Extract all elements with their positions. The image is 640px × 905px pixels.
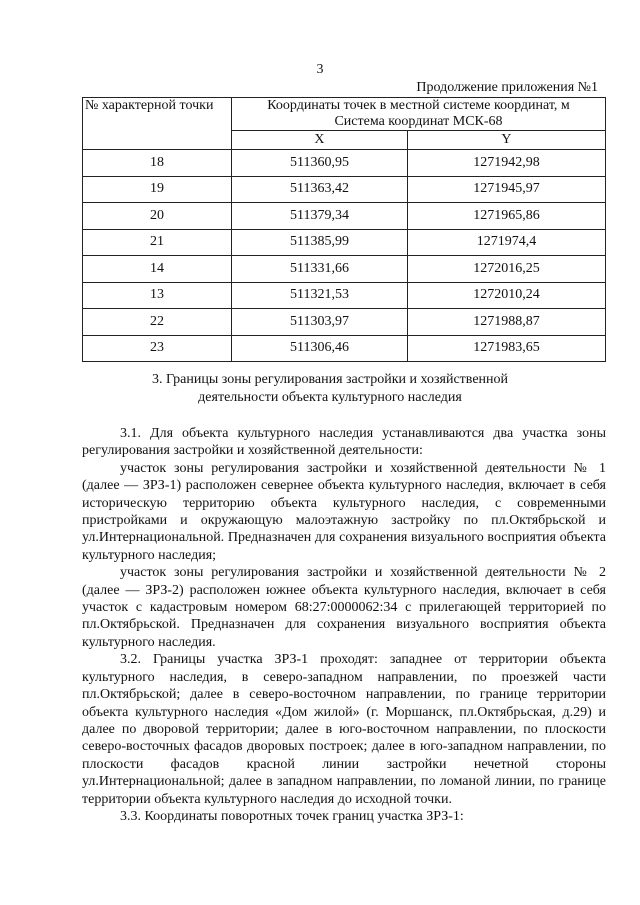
section-heading-line2: деятельности объекта культурного наследия (198, 390, 462, 405)
coordinates-header-line1: Координаты точек в местной системе координат, м (267, 98, 570, 113)
cell-point: 20 (83, 203, 232, 230)
paragraph-zrz1: участок зоны регулирования застройки и хозяйственной деятельности № 1 (далее — ЗРЗ-1) расположен севернее объекта культурного наследия, включает в себя историческую территорию объекта культурного наследия, с современными пристройками и окружающую малоэтажную застройку по пл.Октябрьской и ул.Интернациональной. Предназначен для сохранения визуального восприятия объекта культурного наследия; (82, 460, 606, 563)
cell-y: 1271983,65 (407, 335, 605, 362)
cell-point: 21 (83, 229, 232, 256)
coordinates-table (82, 97, 606, 362)
cell-y: 1272016,25 (407, 256, 605, 283)
cell-x: 511306,46 (232, 335, 408, 362)
page-number: 3 (316, 62, 324, 77)
paragraph-3-1: 3.1. Для объекта культурного наследия устанавливаются два участка зоны регулирования застройки и хозяйственной деятельности: (82, 426, 606, 459)
cell-x: 511360,95 (232, 150, 408, 177)
table-row (83, 203, 606, 230)
cell-x: 511321,53 (232, 282, 408, 309)
section-heading-line1: 3. Границы зоны регулирования застройки и хозяйственной (151, 372, 509, 387)
paragraph-3-3: 3.3. Координаты поворотных точек границ участка ЗРЗ-1: (120, 808, 464, 824)
table-row (83, 176, 606, 203)
column-header-x: X (232, 131, 408, 150)
cell-x: 511363,42 (232, 176, 408, 203)
table-row (83, 150, 606, 177)
table-row (83, 229, 606, 256)
cell-x: 511379,34 (232, 203, 408, 230)
paragraph-zrz2: участок зоны регулирования застройки и хозяйственной деятельности № 2 (далее — ЗРЗ-2) расположен южнее объекта культурного наследия, включает в себя участок с кадастровым номером 68:27:0000062:34 с прилегающей территорией по пл.Октябрьской. Предназначен для сохранения визуального восприятия объекта культурного наследия. (82, 565, 606, 650)
column-header-coordinates (232, 98, 606, 131)
coordinates-table-body (83, 150, 606, 362)
cell-x: 511303,97 (232, 309, 408, 336)
table-row (83, 309, 606, 336)
cell-y: 1272010,24 (407, 282, 605, 309)
cell-y: 1271945,97 (407, 176, 605, 203)
table-row (83, 282, 606, 309)
cell-point: 18 (83, 150, 232, 177)
cell-y: 1271942,98 (407, 150, 605, 177)
cell-point: 23 (83, 335, 232, 362)
paragraph-3-2: 3.2. Границы участка ЗРЗ-1 проходят: западнее от территории объекта культурного наследия, в северо-западном направлении, по проезжей части пл.Октябрьской; далее в северо-восточном направлении, по границе территории объекта культурного наследия «Дом жилой» (г. Моршанск, пл.Октябрьская, д.29) и далее по дворовой территории; далее в юго-восточном направлении, по плоскости северо-восточных фасадов дворовых построек; далее в юго-западном направлении, по плоскости фасадов красной линии застройки нечетной стороны ул.Интернациональной; далее в западном направлении, по ломаной линии, по границе территории объекта культурного наследия до исходной точки. (82, 652, 606, 807)
body-text (82, 425, 606, 825)
cell-y: 1271974,4 (407, 229, 605, 256)
cell-y: 1271965,86 (407, 203, 605, 230)
table-row (83, 335, 606, 362)
section-heading (60, 371, 600, 407)
appendix-note: Продолжение приложения №1 (416, 80, 598, 95)
cell-point: 22 (83, 309, 232, 336)
table-row (83, 256, 606, 283)
coordinates-header-line2: Система координат МСК-68 (334, 114, 503, 129)
cell-point: 14 (83, 256, 232, 283)
cell-x: 511331,66 (232, 256, 408, 283)
cell-point: 13 (83, 282, 232, 309)
cell-x: 511385,99 (232, 229, 408, 256)
cell-point: 19 (83, 176, 232, 203)
column-header-y: Y (407, 131, 605, 150)
column-header-point: № характерной точки (83, 98, 232, 150)
cell-y: 1271988,87 (407, 309, 605, 336)
